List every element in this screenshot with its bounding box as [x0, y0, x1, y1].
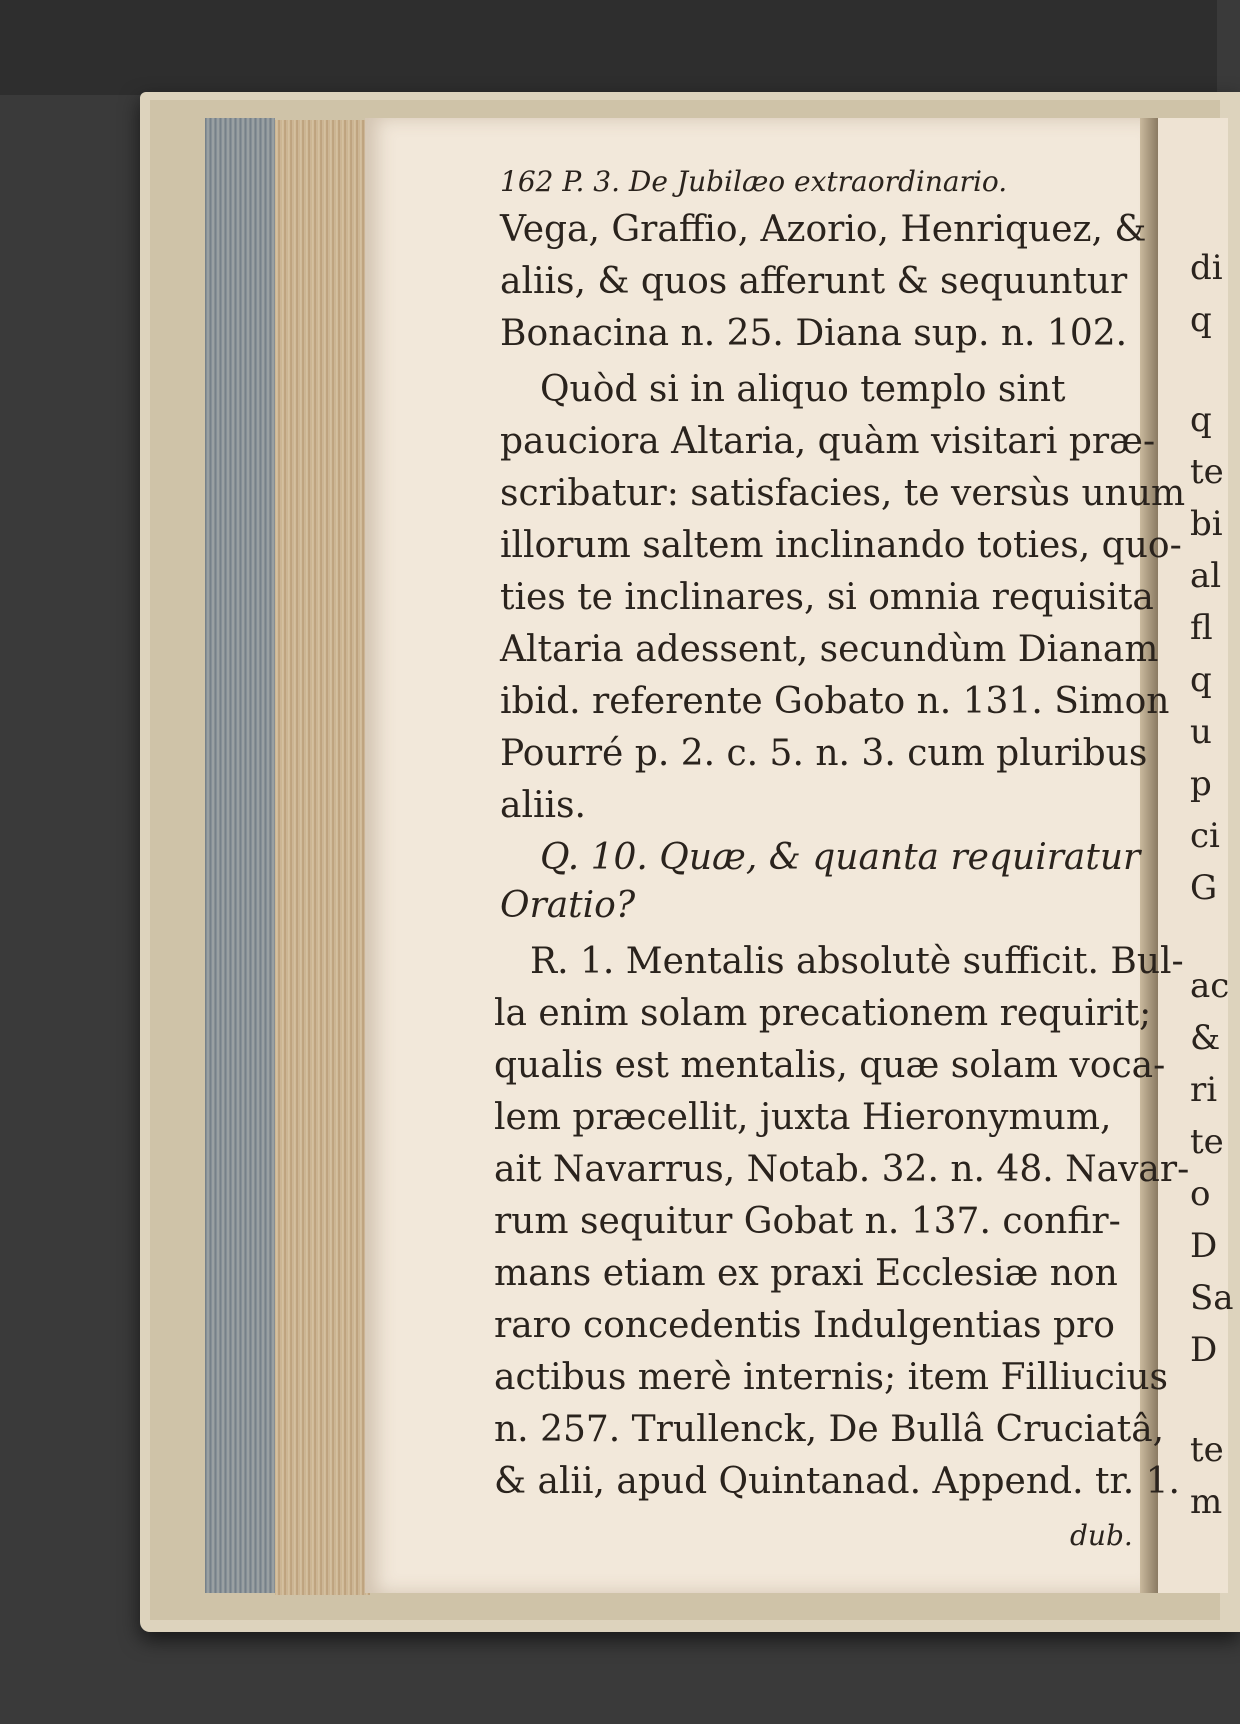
text-line: Pourré p. 2. c. 5. n. 3. cum pluribus [500, 733, 1148, 774]
page-block-edge-grey [205, 118, 275, 1593]
text-line: scribatur: satisfacies, te versùs unum [500, 473, 1186, 514]
text-line: Quòd si in aliquo templo sint [540, 369, 1066, 410]
text-line: lem præcellit, juxta Hieronymum, [494, 1097, 1112, 1138]
text-line: Altaria adessent, secundùm Dianam [500, 629, 1159, 670]
next-page-fragment: G [1190, 868, 1218, 908]
catchword: dub. [1070, 1519, 1133, 1552]
backdrop [0, 0, 1217, 95]
next-page-fragment: D [1190, 1330, 1218, 1370]
text-line: Bonacina n. 25. Diana sup. n. 102. [500, 313, 1128, 354]
text-line: rum sequitur Gobat n. 137. confir- [494, 1201, 1121, 1242]
question-heading: Q. 10. Quæ, & quanta requiratur [540, 837, 1141, 878]
next-page-fragment: fl [1190, 608, 1213, 648]
next-page-fragment: q [1190, 660, 1212, 700]
next-page-fragment: te [1190, 1122, 1224, 1162]
next-page-fragment: di [1190, 248, 1223, 288]
next-page-fragment: u [1190, 712, 1212, 752]
text-line: aliis, & quos afferunt & sequuntur [500, 261, 1128, 302]
next-page-fragment: ri [1190, 1070, 1218, 1110]
next-page-fragment: ci [1190, 816, 1220, 856]
text-line: Vega, Graffio, Azorio, Henriquez, & [500, 209, 1147, 250]
text-line: illorum saltem inclinando toties, quo- [500, 525, 1182, 566]
next-page-fragment: m [1190, 1482, 1223, 1522]
text-line: & alii, apud Quintanad. Append. tr. 1. [494, 1461, 1180, 1502]
next-page-fragment: q [1190, 300, 1212, 340]
text-line: mans etiam ex praxi Ecclesiæ non [494, 1253, 1118, 1294]
next-page-fragment: p [1190, 764, 1212, 804]
next-page-fragment: Sa [1190, 1278, 1234, 1318]
next-page-fragment: al [1190, 556, 1222, 596]
running-header: 162 P. 3. De Jubilæo extraordinario. [500, 165, 1008, 198]
text-line: aliis. [500, 785, 586, 826]
text-line: ait Navarrus, Notab. 32. n. 48. Navar- [494, 1149, 1190, 1190]
next-page-fragment: ac [1190, 966, 1230, 1006]
question-heading: Oratio? [500, 885, 636, 926]
text-line: ibid. referente Gobato n. 131. Simon [500, 681, 1170, 722]
text-line: R. 1. Mentalis absolutè sufficit. Bul- [530, 941, 1184, 982]
next-page-fragment: te [1190, 452, 1224, 492]
next-page-fragment: bi [1190, 504, 1223, 544]
text-line: actibus merè internis; item Filliucius [494, 1357, 1168, 1398]
page-block-edge [275, 120, 370, 1595]
text-line: ties te inclinares, si omnia requisita [500, 577, 1154, 618]
next-page-fragment: o [1190, 1174, 1211, 1214]
text-line: n. 257. Trullenck, De Bullâ Cruciatâ, [494, 1409, 1165, 1450]
text-line: raro concedentis Indulgentias pro [494, 1305, 1115, 1346]
next-page-fragment: & [1190, 1018, 1221, 1058]
next-page-fragment: te [1190, 1430, 1224, 1470]
next-page-fragment: D [1190, 1226, 1218, 1266]
text-line: la enim solam precationem requirit; [494, 993, 1152, 1034]
next-page-fragment: q [1190, 400, 1212, 440]
text-line: pauciora Altaria, quàm visitari præ- [500, 421, 1156, 462]
text-line: qualis est mentalis, quæ solam voca- [494, 1045, 1166, 1086]
